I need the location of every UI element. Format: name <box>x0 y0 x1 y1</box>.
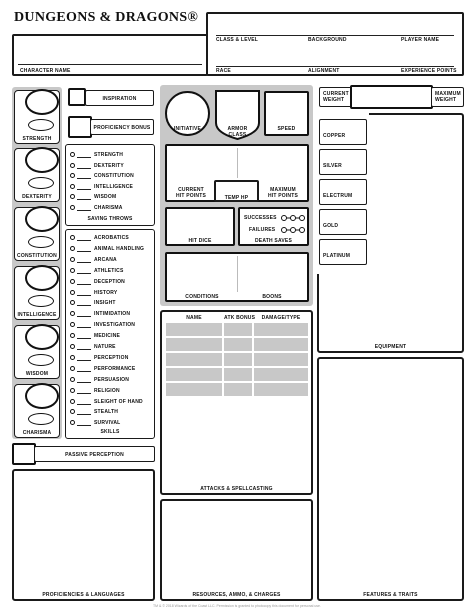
inspiration-box <box>85 90 154 106</box>
save-value-line[interactable] <box>77 168 91 169</box>
attack-damage-cell[interactable] <box>254 338 308 351</box>
skill-value-line[interactable] <box>77 240 91 241</box>
skill-value-line[interactable] <box>77 393 91 394</box>
coin-silver-label: SILVER <box>323 163 342 169</box>
attack-row[interactable] <box>162 338 311 351</box>
attack-name-cell[interactable] <box>166 353 222 366</box>
proficiency-bonus-field[interactable] <box>68 116 92 138</box>
skill-value-line[interactable] <box>77 425 91 426</box>
save-label: STRENGTH <box>94 152 124 158</box>
save-proficiency-bubble[interactable] <box>70 194 75 199</box>
save-value-line[interactable] <box>77 210 91 211</box>
failures-label: FAILURES <box>249 227 276 233</box>
ability-modifier-wisdom[interactable] <box>25 324 59 350</box>
max-weight-box <box>431 87 464 107</box>
attacks-box[interactable] <box>160 310 313 495</box>
attacks-title: ATTACKS & SPELLCASTING <box>200 486 273 492</box>
passive-perception-box <box>34 446 155 462</box>
proficiencies-box[interactable] <box>12 469 155 601</box>
coin-electrum-field[interactable] <box>319 179 367 205</box>
attack-damage-cell[interactable] <box>254 323 308 336</box>
experience-label: EXPERIENCE POINTS <box>401 68 457 74</box>
save-value-line[interactable] <box>77 189 91 190</box>
skill-value-line[interactable] <box>77 360 91 361</box>
coin-platinum-field[interactable] <box>319 239 367 265</box>
player-name-label: PLAYER NAME <box>401 37 440 43</box>
skill-proficiency-bubble[interactable] <box>70 344 75 349</box>
alignment-label: ALIGNMENT <box>308 68 340 74</box>
skill-proficiency-bubble[interactable] <box>70 420 75 425</box>
coin-copper-label: COPPER <box>323 133 346 139</box>
save-value-line[interactable] <box>77 157 91 158</box>
skill-value-line[interactable] <box>77 327 91 328</box>
character-name-label: CHARACTER NAME <box>20 68 71 74</box>
character-name-box[interactable] <box>12 34 208 76</box>
save-proficiency-bubble[interactable] <box>70 163 75 168</box>
attack-bonus-cell[interactable] <box>224 338 252 351</box>
skill-proficiency-bubble[interactable] <box>70 257 75 262</box>
initiative-label: INITIATIVE <box>173 126 202 132</box>
attacks-col-name: NAME <box>186 315 202 321</box>
proficiencies-label: PROFICIENCIES & LANGUAGES <box>42 592 125 598</box>
skill-label: INVESTIGATION <box>94 322 136 329</box>
skill-label: MEDICINE <box>94 333 121 340</box>
ability-label-dexterity: DEXTERITY <box>22 194 52 200</box>
class-level-label: CLASS & LEVEL <box>216 37 259 43</box>
skill-label: ACROBATICS <box>94 235 129 241</box>
death-saves-label: DEATH SAVES <box>254 238 293 244</box>
save-label: WISDOM <box>94 194 117 200</box>
skill-value-line[interactable] <box>77 305 91 306</box>
max-hp-label: MAXIMUM HIT POINTS <box>267 187 299 199</box>
skill-proficiency-bubble[interactable] <box>70 311 75 316</box>
save-label: DEXTERITY <box>94 162 124 169</box>
skill-proficiency-bubble[interactable] <box>70 235 75 240</box>
save-value-line[interactable] <box>77 199 91 200</box>
skill-proficiency-bubble[interactable] <box>70 409 75 414</box>
attack-bonus-cell[interactable] <box>224 368 252 381</box>
save-label: INTELLIGENCE <box>94 183 134 190</box>
save-label: CHARISMA <box>94 204 123 211</box>
skill-proficiency-bubble[interactable] <box>70 290 75 295</box>
header-info-box[interactable] <box>206 12 464 76</box>
ability-label-charisma: CHARISMA <box>22 430 52 436</box>
save-proficiency-bubble[interactable] <box>70 184 75 189</box>
skill-proficiency-bubble[interactable] <box>70 322 75 327</box>
skill-label: PERSUASION <box>94 376 130 383</box>
race-label: RACE <box>216 68 231 74</box>
saving-throws-title: SAVING THROWS <box>87 216 133 222</box>
skill-proficiency-bubble[interactable] <box>70 399 75 404</box>
features-label: FEATURES & TRAITS <box>363 592 418 598</box>
current-hp-label: CURRENT HIT POINTS <box>175 187 207 199</box>
footer-legal: TM & © 2018 Wizards of the Coast LLC. Permission is granted to photocopy this document for personal use. <box>153 604 321 608</box>
hit-dice-field[interactable] <box>165 207 235 246</box>
skill-value-line[interactable] <box>77 284 91 285</box>
save-proficiency-bubble[interactable] <box>70 205 75 210</box>
attack-damage-cell[interactable] <box>254 353 308 366</box>
coin-silver-field[interactable] <box>319 149 367 175</box>
attacks-col-bonus: ATK BONUS <box>224 315 256 321</box>
skill-proficiency-bubble[interactable] <box>70 388 75 393</box>
save-value-line[interactable] <box>77 178 91 179</box>
skill-label: ATHLETICS <box>94 267 124 274</box>
skill-label: STEALTH <box>94 409 119 416</box>
skill-value-line[interactable] <box>77 349 91 350</box>
coin-platinum-label: PLATINUM <box>323 253 351 259</box>
skill-label: SURVIVAL <box>94 420 121 427</box>
death-saves-box <box>238 207 309 246</box>
skill-label: SLEIGHT OF HAND <box>94 398 143 405</box>
inspiration-label: INSPIRATION <box>102 96 137 102</box>
attack-bonus-cell[interactable] <box>224 383 252 396</box>
ability-score-constitution[interactable] <box>28 236 54 248</box>
speed-label: SPEED <box>277 126 296 132</box>
skill-value-line[interactable] <box>77 251 91 252</box>
skill-value-line[interactable] <box>77 295 91 296</box>
boons-label: BOONS <box>262 294 282 300</box>
ability-label-wisdom: WISDOM <box>25 371 49 377</box>
skill-proficiency-bubble[interactable] <box>70 279 75 284</box>
attacks-col-damage: DAMAGE/TYPE <box>261 315 301 321</box>
saving-throws-box <box>65 144 155 226</box>
skill-value-line[interactable] <box>77 262 91 263</box>
skill-label: RELIGION <box>94 387 120 394</box>
ability-modifier-strength[interactable] <box>25 89 59 115</box>
ability-score-charisma[interactable] <box>28 413 54 425</box>
skill-value-line[interactable] <box>77 338 91 339</box>
proficiency-bonus-label: PROFICIENCY BONUS <box>93 125 151 131</box>
temp-hp-field[interactable] <box>214 180 259 202</box>
save-proficiency-bubble[interactable] <box>70 152 75 157</box>
coin-copper-field[interactable] <box>319 119 367 145</box>
resources-label: RESOURCES, AMMO, & CHARGES <box>192 592 281 598</box>
skill-label: ARCANA <box>94 256 117 263</box>
ability-score-wisdom[interactable] <box>28 354 54 366</box>
skills-title: SKILLS <box>100 429 120 435</box>
max-weight-label: MAXIMUM WEIGHT <box>435 91 461 103</box>
skill-proficiency-bubble[interactable] <box>70 333 75 338</box>
skill-value-line[interactable] <box>77 414 91 415</box>
ability-score-dexterity[interactable] <box>28 177 54 189</box>
attack-row[interactable] <box>162 368 311 381</box>
skill-proficiency-bubble[interactable] <box>70 366 75 371</box>
skill-value-line[interactable] <box>77 273 91 274</box>
ability-modifier-constitution[interactable] <box>25 206 59 232</box>
attack-damage-cell[interactable] <box>254 383 308 396</box>
hit-dice-label: HIT DICE <box>188 238 212 244</box>
save-proficiency-bubble[interactable] <box>70 173 75 178</box>
skill-value-line[interactable] <box>77 382 91 383</box>
attack-name-cell[interactable] <box>166 383 222 396</box>
passive-perception-label: PASSIVE PERCEPTION <box>65 452 124 458</box>
temp-hp-label: TEMP HP <box>224 195 249 201</box>
coin-gold-label: GOLD <box>323 223 339 229</box>
save-label: CONSTITUTION <box>94 173 134 179</box>
current-weight-label: CURRENT WEIGHT <box>323 91 349 103</box>
proficiency-bonus-box <box>90 119 154 135</box>
skills-box <box>65 229 155 439</box>
skill-label: DECEPTION <box>94 278 125 285</box>
ability-label-strength: STRENGTH <box>22 136 52 142</box>
ability-modifier-charisma[interactable] <box>25 383 59 409</box>
inspiration-checkbox[interactable] <box>68 88 86 106</box>
ability-modifier-dexterity[interactable] <box>25 147 59 173</box>
attack-damage-cell[interactable] <box>254 368 308 381</box>
skill-proficiency-bubble[interactable] <box>70 300 75 305</box>
skill-label: NATURE <box>94 344 116 350</box>
skill-value-line[interactable] <box>77 371 91 372</box>
current-weight-box <box>319 87 352 107</box>
skill-value-line[interactable] <box>77 316 91 317</box>
weight-field[interactable] <box>350 85 433 109</box>
coin-gold-field[interactable] <box>319 209 367 235</box>
attack-row[interactable] <box>162 383 311 396</box>
skill-label: INSIGHT <box>94 300 116 307</box>
ability-score-intelligence[interactable] <box>28 295 54 307</box>
skill-proficiency-bubble[interactable] <box>70 246 75 251</box>
skill-proficiency-bubble[interactable] <box>70 268 75 273</box>
ability-modifier-intelligence[interactable] <box>25 265 59 291</box>
skill-proficiency-bubble[interactable] <box>70 377 75 382</box>
ability-label-intelligence: INTELLIGENCE <box>17 312 57 318</box>
skill-label: PERCEPTION <box>94 354 129 361</box>
equipment-label: EQUIPMENT <box>374 344 407 350</box>
skill-proficiency-bubble[interactable] <box>70 355 75 360</box>
conditions-label: CONDITIONS <box>185 294 219 300</box>
skill-label: INTIMIDATION <box>94 311 131 318</box>
attack-row[interactable] <box>162 323 311 336</box>
background-label: BACKGROUND <box>308 37 347 43</box>
passive-perception-field[interactable] <box>12 443 36 465</box>
death-save-bubbles[interactable] <box>280 213 306 237</box>
resources-box[interactable] <box>160 499 313 601</box>
dnd-logo: DUNGEONS & DRAGONS® <box>14 10 199 25</box>
features-box[interactable] <box>317 357 464 601</box>
skill-value-line[interactable] <box>77 404 91 405</box>
ability-label-constitution: CONSTITUTION <box>17 253 57 259</box>
skill-label: ANIMAL HANDLING <box>94 245 145 252</box>
skill-label: HISTORY <box>94 289 118 296</box>
attack-name-cell[interactable] <box>166 338 222 351</box>
attack-name-cell[interactable] <box>166 368 222 381</box>
skill-label: PERFORMANCE <box>94 365 136 372</box>
equipment-box[interactable] <box>317 113 464 353</box>
conditions-boons-box[interactable] <box>165 252 309 302</box>
attack-name-cell[interactable] <box>166 323 222 336</box>
attack-row[interactable] <box>162 353 311 366</box>
ability-score-strength[interactable] <box>28 119 54 131</box>
attack-bonus-cell[interactable] <box>224 323 252 336</box>
armor-class-label: ARMOR CLASS <box>227 126 248 138</box>
coin-electrum-label: ELECTRUM <box>323 193 353 199</box>
attack-bonus-cell[interactable] <box>224 353 252 366</box>
successes-label: SUCCESSES <box>244 215 277 221</box>
